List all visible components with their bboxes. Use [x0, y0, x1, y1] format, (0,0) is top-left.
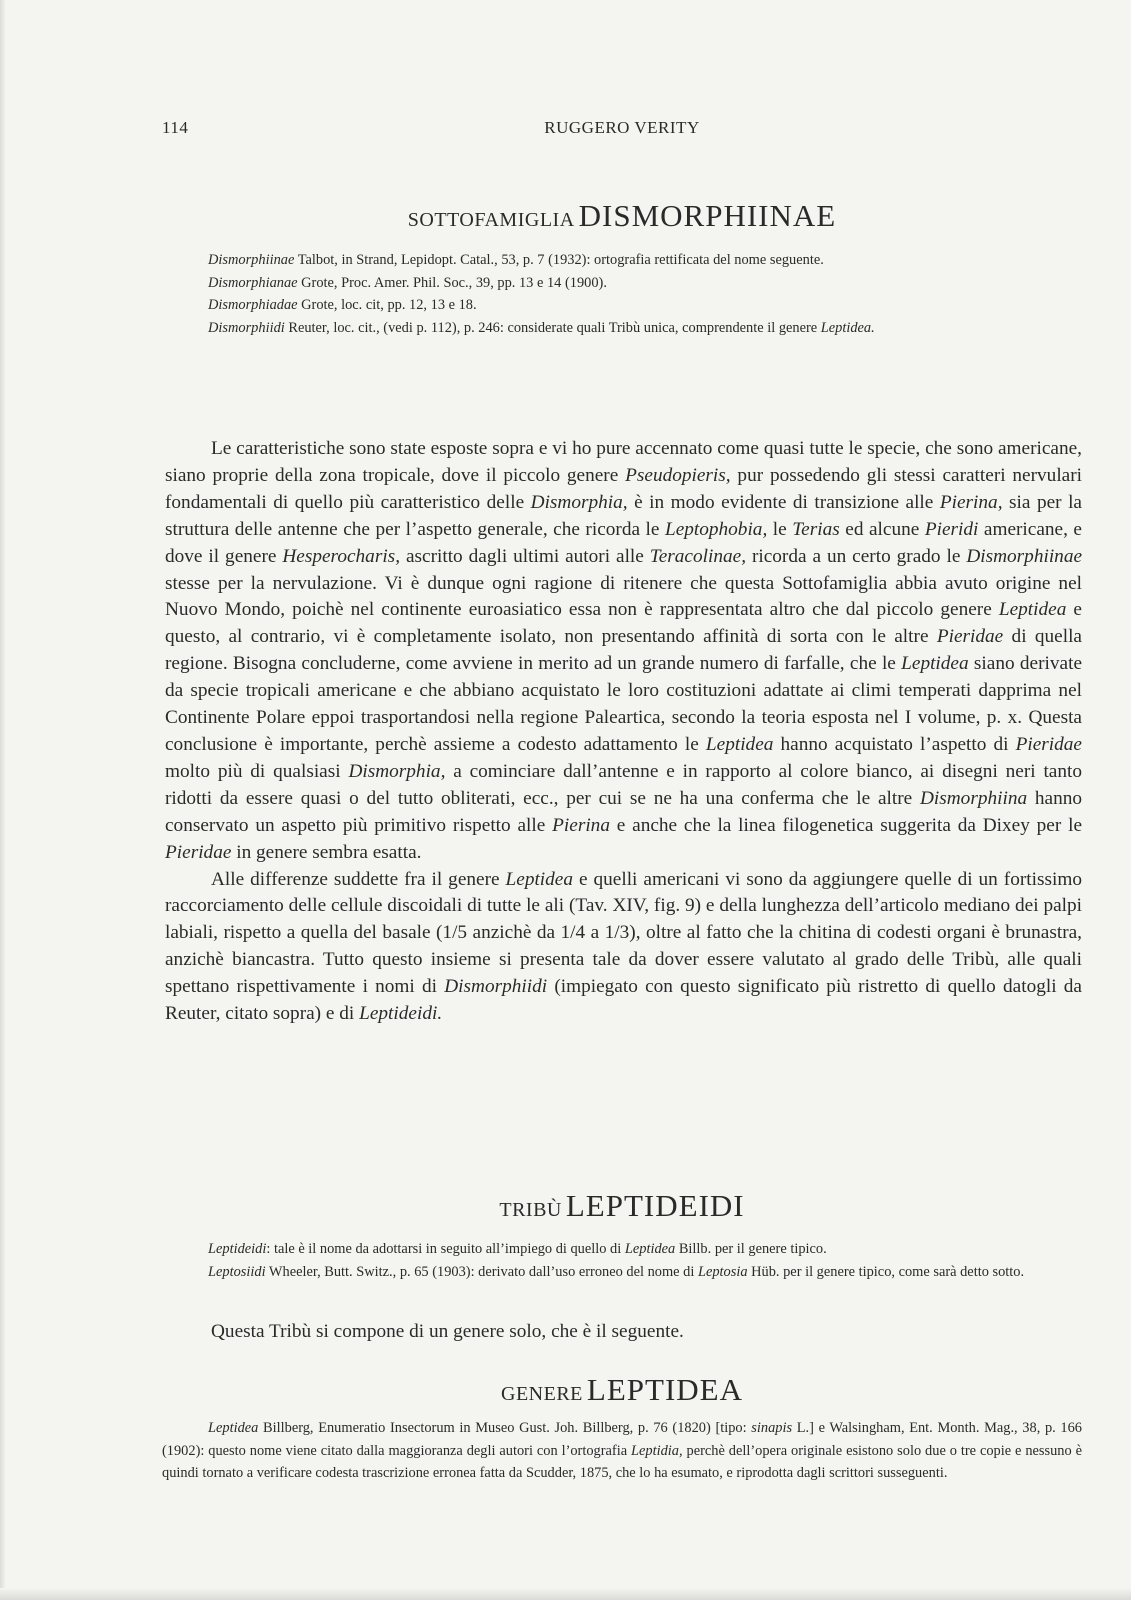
italic-taxon-text: Pieridae	[165, 841, 232, 863]
text-run: Wheeler, Butt. Switz., p. 65 (1903): derivato dall’uso erroneo del nome di	[265, 1263, 698, 1280]
italic-taxon-text: sinapis	[751, 1420, 793, 1436]
text-run: e anche che la linea filogenetica suggerita da Dixey per le	[609, 814, 1082, 836]
text-run: perchè dell’opera originale esistono solo due o tre copie e nessuno è quindi tornato a verificare codesta trascrizione erronea fatta da Scudder, 1875, che lo ha esumato, e riprodotta dagli scrittori susseguenti.	[162, 1442, 1082, 1481]
paragraph	[162, 317, 1082, 340]
text-run: ed alcune	[839, 518, 925, 540]
italic-taxon-text: Dismorphiinae	[966, 545, 1083, 567]
italic-taxon-text: Leptophobia,	[664, 518, 768, 540]
text-run: di quella regione. Bisogna concluderne, come avviene in merito ad un grande numero di farfalle, che le	[165, 626, 1082, 675]
text-run: Reuter, loc. cit., (vedi p. 112), p. 246: considerate quali Tribù unica, comprendente il genere	[284, 319, 821, 336]
italic-taxon-text: Leptidea	[624, 1241, 676, 1257]
italic-taxon-text: Leptideidi	[208, 1241, 267, 1257]
italic-taxon-text: Leptidea.	[820, 319, 875, 336]
text-run: e quelli americani vi sono da aggiungere quelle di un fortissimo raccorciamento delle cellule discoidali di tutte le ali (Tav. XIV, fig. 9) e della lunghezza dell’articolo mediano dei palpi labiali, rispetto a quella del basale (1/5 anzichè da 1/4 a 1/3), oltre al fatto che la chitina di codesti organi è brunastra, anzichè biancastra. Tutto questo insieme si presenta tale da dover essere valutato al grado delle Tribù, alle quali spettano rispettivamente i nomi di	[165, 868, 1082, 998]
italic-taxon-text: Leptidea	[705, 733, 774, 755]
text-run: pur possedendo gli stessi caratteri nervulari fondamentali di quello più caratteristico delle	[165, 464, 1083, 513]
italic-taxon-text: Teracolinae,	[649, 545, 747, 567]
text-run: Questa Tribù si compone di un genere solo, che è il seguente.	[211, 1321, 684, 1342]
paragraph	[162, 249, 1082, 272]
tribe-label: TRIBÙ	[499, 1199, 562, 1221]
text-run: L.] e Walsingham, Ent. Month. Mag., 38, p. 166 (1902): questo nome viene citato dalla maggioranza degli autori con l’ortografia	[162, 1420, 1082, 1459]
tribe-synonymy	[162, 1238, 1082, 1283]
text-run: hanno acquistato l’aspetto di	[773, 733, 1016, 755]
scan-bottom-edge	[0, 1588, 1131, 1600]
italic-taxon-text: Dismorphiidi	[444, 976, 548, 998]
text-run: Grote, loc. cit, pp. 12, 13 e 18.	[297, 297, 477, 313]
genus-heading	[162, 1372, 1082, 1408]
text-run: stesse per la nervulazione. Vi è dunque ogni ragione di ritenere che questa Sottofamiglia abbia avuto origine nel Nuovo Mondo, poichè nel continente euroasiatico essa non è rappresentata altro che dal piccolo genere	[165, 572, 1082, 621]
paragraph	[162, 294, 1082, 317]
italic-taxon-text: Dismorphia,	[530, 491, 628, 513]
text-run: hanno conservato un aspetto più primitivo rispetto alle	[165, 787, 1082, 836]
text-run: Le caratteristiche sono state esposte sopra e vi ho pure accennato come quasi tutte le specie, che sono americane, siano proprie della zona tropicale, dove il piccolo genere	[165, 438, 1082, 486]
italic-taxon-text: Leptidea	[998, 599, 1067, 621]
text-run: Talbot, in Strand, Lepidopt. Catal., 53, p. 7 (1932): ortografia rettificata del nome seguente.	[294, 252, 824, 268]
scan-edge	[0, 0, 6, 1600]
italic-taxon-text: Leptidia,	[631, 1442, 683, 1459]
subfamily-label: SOTTOFAMIGLIA	[407, 209, 575, 231]
italic-taxon-text: Leptidea	[208, 1420, 259, 1436]
italic-taxon-text: Pierina,	[939, 491, 1003, 513]
italic-taxon-text: Dismorphia,	[348, 760, 446, 782]
paragraph	[162, 1417, 1082, 1485]
italic-taxon-text: Dismorphiinae	[208, 252, 295, 268]
paragraph	[162, 272, 1082, 295]
italic-taxon-text: Leptidea	[901, 653, 969, 675]
text-run: a cominciare dall’antenne e in rapporto al colore bianco, ai disegni neri tanto ridotti da essere quasi o del tutto obliterati, ecc., per cui se ne ha una conferma che le altre	[165, 760, 1082, 809]
text-run: ascritto dagli ultimi autori alle	[400, 545, 650, 567]
genus-label: GENERE	[501, 1383, 583, 1405]
tribe-heading	[162, 1188, 1082, 1224]
italic-taxon-text: Leptosia	[697, 1263, 748, 1280]
paragraph	[162, 1238, 1082, 1261]
tribe-name: LEPTIDEIDI	[565, 1188, 745, 1223]
running-head-author: RUGGERO VERITY	[544, 118, 700, 137]
paragraph	[165, 436, 1082, 867]
subfamily-heading	[162, 198, 1082, 234]
paragraph	[162, 1261, 1082, 1284]
subfamily-body	[165, 436, 1082, 1028]
italic-taxon-text: Dismorphiadae	[208, 297, 298, 313]
page-number: 114	[162, 118, 189, 137]
italic-taxon-text: Pieridi	[924, 518, 979, 540]
text-run: : tale è il nome da adottarsi in seguito all’impiego di quello di	[266, 1241, 625, 1257]
text-run: sia per la struttura delle antenne che per l’aspetto generale, che ricorda le	[165, 491, 1082, 540]
text-run: è in modo evidente di transizione alle	[627, 491, 940, 513]
tribe-body	[165, 1319, 1082, 1346]
text-run: (impiegato con questo significato più ristretto di quello datogli da Reuter, citato sopra) e di	[165, 976, 1082, 1025]
text-run: ricorda a un certo grado le	[746, 545, 967, 567]
text-run: americane, e dove il genere	[165, 518, 1082, 567]
text-run: Grote, Proc. Amer. Phil. Soc., 39, pp. 13 e 14 (1900).	[297, 274, 607, 291]
italic-taxon-text: Dismorphiidi	[208, 319, 285, 336]
italic-taxon-text: Hesperocharis,	[282, 545, 401, 567]
italic-taxon-text: Dismorphianae	[208, 274, 298, 291]
genus-synonymy	[162, 1417, 1082, 1485]
italic-taxon-text: Pieridae	[1015, 733, 1082, 755]
text-run: Billberg, Enumeratio Insectorum in Museo Gust. Joh. Billberg, p. 76 (1820) [tipo:	[258, 1420, 752, 1436]
italic-taxon-text: Leptidea	[505, 868, 574, 890]
text-run: Hüb. per il genere tipico, come sarà detto sotto.	[747, 1263, 1025, 1280]
text-run: le	[767, 518, 793, 540]
italic-taxon-text: Pierina	[552, 814, 610, 836]
italic-taxon-text: Leptideidi.	[359, 1003, 443, 1025]
text-run: in genere sembra esatta.	[231, 841, 422, 863]
text-run: e questo, al contrario, vi è completamente isolato, non presentando affinità di sorta con le altre	[165, 599, 1082, 648]
genus-name: LEPTIDEA	[586, 1372, 743, 1407]
text-run: molto più di qualsiasi	[165, 760, 349, 782]
running-head	[162, 118, 1082, 142]
paragraph	[165, 867, 1082, 1028]
subfamily-name: DISMORPHIINAE	[578, 198, 837, 233]
italic-taxon-text: Dismorphiina	[919, 787, 1028, 809]
italic-taxon-text: Pseudopieris,	[625, 464, 731, 486]
italic-taxon-text: Terias	[792, 518, 840, 540]
subfamily-synonymy	[162, 249, 1082, 339]
text-run: Billb. per il genere tipico.	[675, 1241, 827, 1257]
text-run: Alle differenze suddette fra il genere	[211, 868, 506, 890]
paragraph	[165, 1319, 1082, 1346]
italic-taxon-text: Leptosiidi	[208, 1263, 266, 1280]
text-run: siano derivate da specie tropicali americane e che abbiano acquistato le loro costituzioni adattate ai climi temperati dapprima nel Continente Polare eppoi trasportandosi nella regione Paleartica, secondo la teoria esposta nel I volume, p. x. Questa conclusione è importante, perchè assieme a codesto adattamento le	[165, 653, 1082, 755]
italic-taxon-text: Pieridae	[936, 626, 1004, 648]
